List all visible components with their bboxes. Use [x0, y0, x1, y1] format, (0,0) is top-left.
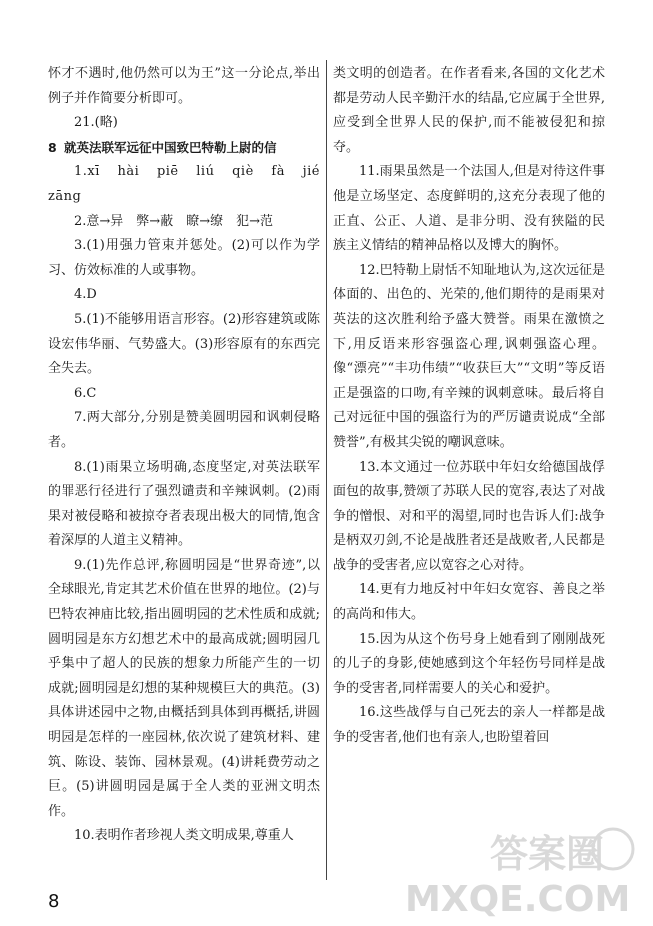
answer-paragraph: 16.这些战俘与自己死去的亲人一样都是战争的受害者,他们也有亲人,也盼望着回 [333, 705, 605, 746]
answer-paragraph: 4.D [74, 287, 97, 303]
answer-paragraph: 6.C [74, 385, 97, 401]
watermark-logo [385, 823, 635, 918]
section-title: 就英法联军远征中国致巴特勒上尉的信 [64, 139, 277, 155]
answer-paragraph: 12.巴特勒上尉恬不知耻地认为,这次远征是体面的、出色的、光荣的,他们期待的是雨果对英法的这次胜利给予盛大赞誉。雨果在激愤之下,用反语来形容强盗心理,讽刺强盗心理。像“漂亮”“丰功伟绩”“收获巨大”“文明”等反语正是强盗的口吻,有辛辣的讽刺意味。最后将自己对远征中国的强盗行为的严厉谴责说成“全部赞誉”,有极其尖锐的嘲讽意味。 [333, 262, 605, 450]
answer-paragraph: 9.(1)先作总评,称圆明园是“世界奇迹”,以全球眼光,肯定其艺术价值在世界的地位。(2)与巴特农神庙比较,指出圆明园的艺术性质和成就;圆明园是东方幻想艺术中的最高成就;圆明园几乎集中了超人的民族的想象力所能产生的一切成就;圆明园是幻想的某种规模巨大的典范。(3)具体讲述园中之物,由概括到具体到再概括,讲圆明园是怎样的一座园林,依次说了建筑材料、建筑、陈设、装饰、园林景观。(4)讲耗费劳动之巨。(5)讲圆明园是属于全人类的亚洲文明杰作。 [48, 557, 320, 819]
answer-paragraph: 15.因为从这个伤号身上她看到了刚刚战死的儿子的身影,使她感到这个年轻伤号同样是战争的受害者,同样需要人的关心和爱护。 [333, 631, 605, 696]
answer-paragraph: 13.本文通过一位苏联中年妇女给德国战俘面包的故事,赞颂了苏联人民的宽容,表达了对战争的憎恨、对和平的渴望,同时也告诉人们:战争是柄双刃剑,不论是战胜者还是战败者,人民都是战争的受害者,应以宽容之心对待。 [333, 459, 605, 573]
page-number: 8 [48, 891, 60, 912]
answer-paragraph: 21.(略) [74, 115, 118, 131]
answer-paragraph: 7.两大部分,分别是赞美圆明园和讽刺侵略者。 [48, 410, 320, 450]
answer-paragraph: 14.更有力地反衬中年妇女宽容、善良之举的高尚和伟大。 [333, 582, 605, 623]
watermark-text: 答案圈 [490, 832, 605, 876]
answer-paragraph: 10.表明作者珍视人类文明成果,尊重人 [74, 828, 294, 844]
watermark-subtext: MXQE.COM [405, 879, 631, 918]
left-column [48, 62, 320, 849]
answer-paragraph: 类文明的创造者。在作者看来,各国的文化艺术都是劳动人民辛勤汗水的结晶,它应属于全世界,应受到全世界人民的保护,而不能被侵犯和掠夺。 [333, 66, 605, 155]
answer-paragraph: 1.xī hài piē liú qiè fà jié zāng [48, 164, 320, 204]
right-column [333, 62, 605, 751]
answer-paragraph: 3.(1)用强力管束并惩处。(2)可以作为学习、仿效标准的人或事物。 [48, 238, 320, 278]
answer-paragraph: 怀才不遇时,他仍然可以为王”这一分论点,举出例子并作简要分析即可。 [48, 66, 320, 106]
section-number: 8 [48, 139, 57, 155]
column-divider [326, 60, 327, 880]
answer-paragraph: 5.(1)不能够用语言形容。(2)形容建筑或陈设宏伟华丽、气势盛大。(3)形容原有的东西完全失去。 [48, 311, 320, 377]
section-heading [48, 136, 320, 161]
answer-paragraph: 11.雨果虽然是一个法国人,但是对待这件事他是立场坚定、态度鲜明的,这充分表现了他的正直、公正、人道、是非分明、没有狭隘的民族主义情结的精神品格以及博大的胸怀。 [333, 164, 605, 254]
answer-paragraph: 2.意→异 弊→蔽 瞭→缭 犯→范 [74, 213, 273, 229]
answer-paragraph: 8.(1)雨果立场明确,态度坚定,对英法联军的罪恶行径进行了强烈谴责和辛辣讽刺。(2)雨果对被侵略和被掠夺者表现出极大的同情,饱含着深厚的人道主义精神。 [48, 459, 320, 549]
